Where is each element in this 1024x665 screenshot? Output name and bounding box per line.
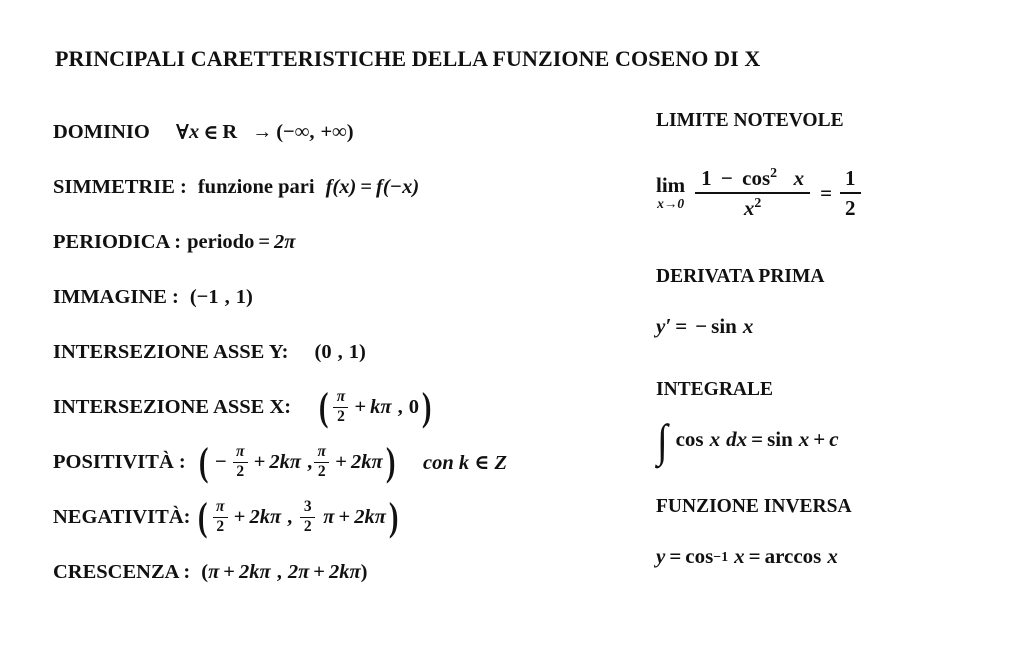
formula-derivata — [656, 314, 1006, 339]
negativita-a-plus: + — [233, 506, 246, 528]
label-simmetrie: SIMMETRIE : — [53, 176, 187, 198]
section-integrale — [656, 379, 1006, 467]
label-crescenza: CRESCENZA : — [53, 561, 191, 583]
negativita-b-num: 3 — [303, 497, 312, 515]
integrale-constant: c — [829, 427, 839, 452]
crescenza-b-term: 2kπ — [328, 561, 361, 583]
integrale-equals: = — [751, 427, 764, 452]
fraction-bar — [840, 192, 861, 194]
intersezione-y-y: 1 — [348, 341, 359, 363]
crescenza-a-plus: + — [223, 561, 235, 583]
page-title: PRINCIPALI CARETTERISTICHE DELLA FUNZIONE COSENO DI X — [55, 46, 761, 71]
derivata-lhs: y′ — [656, 314, 672, 339]
derivata-equals: = — [675, 314, 688, 339]
integrale-integrand-var: x — [709, 427, 721, 452]
limit-num-one: 1 — [701, 166, 712, 190]
dominio-high: +∞ — [320, 121, 347, 143]
label-intersezione-x: INTERSEZIONE ASSE X: — [53, 396, 292, 418]
positivita-fraction-b — [314, 444, 329, 481]
inversa-cos: cos — [685, 544, 714, 569]
positivita-a-term: 2kπ — [269, 451, 302, 473]
immagine-open-paren: ( — [189, 286, 197, 308]
limit-result-fraction — [840, 166, 861, 220]
negativita-b-pi: π — [323, 506, 335, 528]
label-immagine: IMMAGINE : — [53, 286, 179, 308]
limit-result-num: 1 — [845, 166, 856, 190]
immagine-high: 1 — [235, 286, 246, 308]
crescenza-b-plus: + — [313, 561, 325, 583]
periodica-equals: = — [258, 231, 271, 253]
arrow-icon: → — [252, 121, 273, 143]
value-crescenza — [201, 561, 367, 584]
positivita-b-plus: + — [335, 451, 347, 473]
intersezione-x-sep: , — [397, 396, 403, 418]
dominio-variable: x — [188, 121, 200, 143]
negativita-sep: , — [287, 506, 293, 528]
positivita-b-term: 2kπ — [350, 451, 383, 473]
section-funzione-inversa — [656, 496, 1006, 569]
value-periodica — [187, 231, 295, 254]
property-row-immagine — [53, 270, 633, 325]
formula-limite — [656, 166, 1006, 220]
derivata-minus: − — [695, 314, 708, 339]
simmetrie-f-left: f(x) — [325, 176, 357, 198]
crescenza-a: π — [208, 561, 220, 583]
inversa-var: x — [734, 544, 745, 569]
simmetrie-kind: funzione pari — [197, 176, 315, 198]
intersezione-y-sep: , — [337, 341, 343, 363]
intersezione-y-open-paren: ( — [314, 341, 322, 363]
integrale-integrand: cos — [675, 427, 704, 452]
positivita-b-num: π — [317, 442, 326, 460]
value-dominio — [176, 120, 354, 145]
positivita-sep: , — [307, 451, 313, 473]
value-intersezione-x — [317, 384, 433, 430]
property-row-periodica — [53, 215, 633, 270]
integrale-result-var: x — [798, 427, 810, 452]
section-title-limite: LIMITE NOTEVOLE — [656, 110, 844, 131]
limit-fraction — [695, 166, 810, 220]
negativita-a-den: 2 — [216, 518, 225, 536]
negativita-a-num: π — [216, 497, 225, 515]
negativita-open-paren: ( — [198, 494, 208, 540]
property-row-negativita — [53, 490, 633, 545]
limit-denominator — [738, 196, 767, 220]
intersezione-x-term: kπ — [370, 396, 392, 418]
limit-result-den: 2 — [845, 196, 856, 221]
dominio-low: −∞ — [283, 121, 310, 143]
limit-num-exponent: 2 — [770, 165, 778, 180]
simmetrie-equals: = — [360, 176, 373, 198]
positivita-a-plus: + — [253, 451, 266, 473]
limit-num-cos: cos — [742, 166, 771, 190]
inversa-lhs: y — [656, 544, 666, 569]
dominio-sep: , — [309, 121, 315, 143]
derivata-rhs: sin — [711, 314, 737, 339]
periodica-value: 2π — [274, 231, 296, 253]
negativita-b-den: 2 — [303, 518, 312, 536]
crescenza-b: 2π — [287, 561, 310, 583]
dominio-open-paren: ( — [276, 121, 284, 143]
property-row-simmetrie — [53, 160, 633, 215]
intersezione-x-second: 0 — [408, 396, 419, 418]
value-simmetrie — [198, 176, 419, 199]
intersezione-y-x: 0 — [321, 341, 332, 363]
section-title-derivata: DERIVATA PRIMA — [656, 266, 825, 288]
limit-den-var: x — [743, 196, 755, 221]
intersezione-x-plus: + — [354, 396, 367, 418]
property-row-intersezione-x — [53, 380, 633, 435]
immagine-low: −1 — [196, 286, 219, 308]
periodica-text: periodo — [187, 231, 255, 253]
positivita-a-num: π — [236, 442, 245, 460]
integral-sign-icon: ∫ — [656, 415, 668, 467]
limit-numerator — [695, 166, 810, 190]
intersezione-y-close-paren: ) — [358, 341, 366, 363]
immagine-sep: , — [224, 286, 230, 308]
negativita-a-term: 2kπ — [249, 506, 282, 528]
integrale-plus: + — [813, 427, 826, 452]
label-dominio: DOMINIO — [53, 121, 150, 143]
simmetrie-f-right: f(−x) — [376, 176, 420, 198]
value-intersezione-y — [314, 341, 365, 364]
property-row-crescenza — [53, 545, 633, 600]
negativita-fraction-b — [300, 499, 315, 536]
limit-lim: lim — [656, 173, 686, 198]
forall-icon: ∀ — [175, 122, 189, 144]
section-derivata-prima — [656, 266, 1006, 339]
integrale-differential: dx — [726, 427, 748, 452]
label-positivita: POSITIVITÀ : — [53, 451, 186, 473]
positivita-fraction-a — [233, 444, 248, 481]
positivita-minus: − — [215, 451, 227, 473]
crescenza-sep: , — [276, 561, 282, 583]
positivita-a-den: 2 — [236, 463, 245, 481]
inversa-equals-1: = — [669, 544, 682, 569]
crescenza-open-paren: ( — [201, 561, 209, 583]
dominio-set: R — [222, 121, 238, 143]
value-immagine — [190, 286, 253, 309]
integrale-result: sin — [767, 427, 793, 452]
derivata-rhs-var: x — [742, 314, 754, 339]
limit-num-minus: − — [720, 166, 733, 190]
element-of-icon: ∈ — [203, 122, 219, 144]
negativita-close-paren: ) — [388, 494, 399, 540]
positivita-b-den: 2 — [317, 463, 326, 481]
positivita-close-paren: ) — [385, 439, 396, 485]
properties-column-right — [656, 110, 1006, 575]
label-periodica: PERIODICA : — [53, 231, 182, 253]
section-limite-notevole — [656, 110, 1006, 220]
limit-equals: = — [820, 180, 833, 205]
intersezione-x-fraction — [333, 389, 348, 426]
limit-operator — [656, 175, 685, 211]
formula-inversa: y = cos −1 x = arccos x — [656, 544, 838, 569]
section-title-inversa: FUNZIONE INVERSA — [656, 496, 852, 518]
crescenza-a-term: 2kπ — [238, 561, 271, 583]
crescenza-close-paren: ) — [360, 561, 368, 583]
intersezione-x-frac-den: 2 — [337, 408, 345, 426]
property-row-intersezione-y — [53, 325, 633, 380]
positivita-condition: con k ∈ Z — [422, 452, 508, 474]
section-title-integrale: INTEGRALE — [656, 379, 774, 401]
property-row-dominio — [53, 105, 633, 160]
inversa-arccos: arccos — [764, 544, 822, 569]
fraction-bar — [695, 192, 810, 194]
label-negativita: NEGATIVITÀ: — [53, 506, 191, 528]
negativita-b-term: 2kπ — [354, 506, 386, 528]
inversa-equals-2: = — [748, 544, 761, 569]
label-intersezione-y: INTERSEZIONE ASSE Y: — [53, 341, 289, 363]
inversa-arccos-var: x — [827, 544, 838, 569]
property-row-positivita — [53, 435, 633, 490]
dominio-close-paren: ) — [346, 121, 354, 143]
intersezione-x-open-paren: ( — [318, 384, 329, 430]
negativita-b-plus: + — [338, 506, 351, 528]
properties-column-left — [53, 105, 633, 600]
intersezione-x-frac-num: π — [336, 387, 346, 405]
intersezione-x-close-paren: ) — [421, 384, 432, 430]
value-positivita — [197, 439, 508, 485]
limit-subscript: x→0 — [657, 196, 685, 212]
limit-den-exponent: 2 — [754, 195, 762, 211]
negativita-fraction-a — [213, 499, 228, 536]
formula-integrale — [656, 415, 1006, 467]
limit-num-var: x — [793, 166, 805, 190]
value-negativita — [196, 494, 400, 540]
positivita-open-paren: ( — [198, 439, 209, 485]
immagine-close-paren: ) — [245, 286, 253, 308]
